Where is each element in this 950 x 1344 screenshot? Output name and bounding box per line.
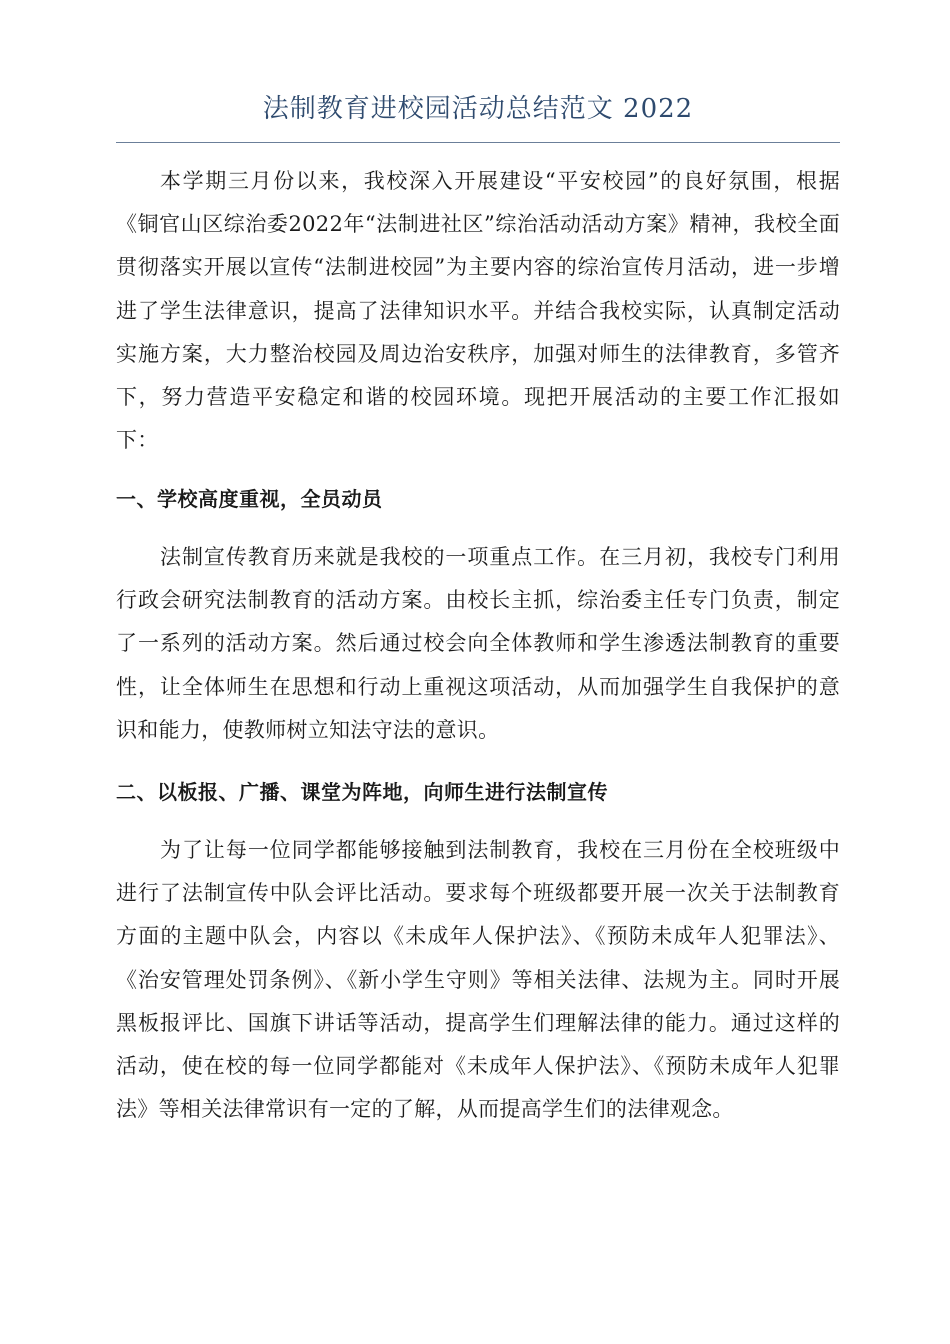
section-heading-2: 二、以板报、广播、课堂为阵地，向师生进行法制宣传 <box>116 780 608 804</box>
intro-paragraph: 本学期三月份以来，我校深入开展建设“平安校园”的良好氛围，根据《铜官山区综治委2022年“法制进社区”综治活动活动方案》精神，我校全面贯彻落实开展以宣传“法制进校园”为主要内容的综治宣传月活动，进一步增进了学生法律意识，提高了法律知识水平。并结合我校实际，认真制定活动实施方案，大力整治校园及周边治安秩序，加强对师生的法律教育，多管齐下，努力营造平安稳定和谐的校园环境。现把开展活动的主要工作汇报如下： <box>116 169 840 453</box>
section-2-paragraph: 为了让每一位同学都能够接触到法制教育，我校在三月份在全校班级中进行了法制宣传中队会评比活动。要求每个班级都要开展一次关于法制教育方面的主题中队会，内容以《未成年人保护法》、《预防未成年人犯罪法》、《治安管理处罚条例》、《新小学生守则》等相关法律、法规为主。同时开展黑板报评比、国旗下讲话等活动，提高学生们理解法律的能力。通过这样的活动，使在校的每一位同学都能对《未成年人保护法》、《预防未成年人犯罪法》等相关法律常识有一定的了解，从而提高学生们的法律观念。 <box>116 838 840 1122</box>
section-heading-1: 一、学校高度重视，全员动员 <box>116 487 383 511</box>
section-1-paragraph: 法制宣传教育历来就是我校的一项重点工作。在三月初，我校专门利用行政会研究法制教育的活动方案。由校长主抓，综治委主任专门负责，制定了一系列的活动方案。然后通过校会向全体教师和学生渗透法制教育的重要性，让全体师生在思想和行动上重视这项活动，从而加强学生自我保护的意识和能力，使教师树立知法守法的意识。 <box>116 545 840 742</box>
title-underline <box>116 142 840 143</box>
document-title: 法制教育进校园活动总结范文 2022 <box>262 94 694 124</box>
